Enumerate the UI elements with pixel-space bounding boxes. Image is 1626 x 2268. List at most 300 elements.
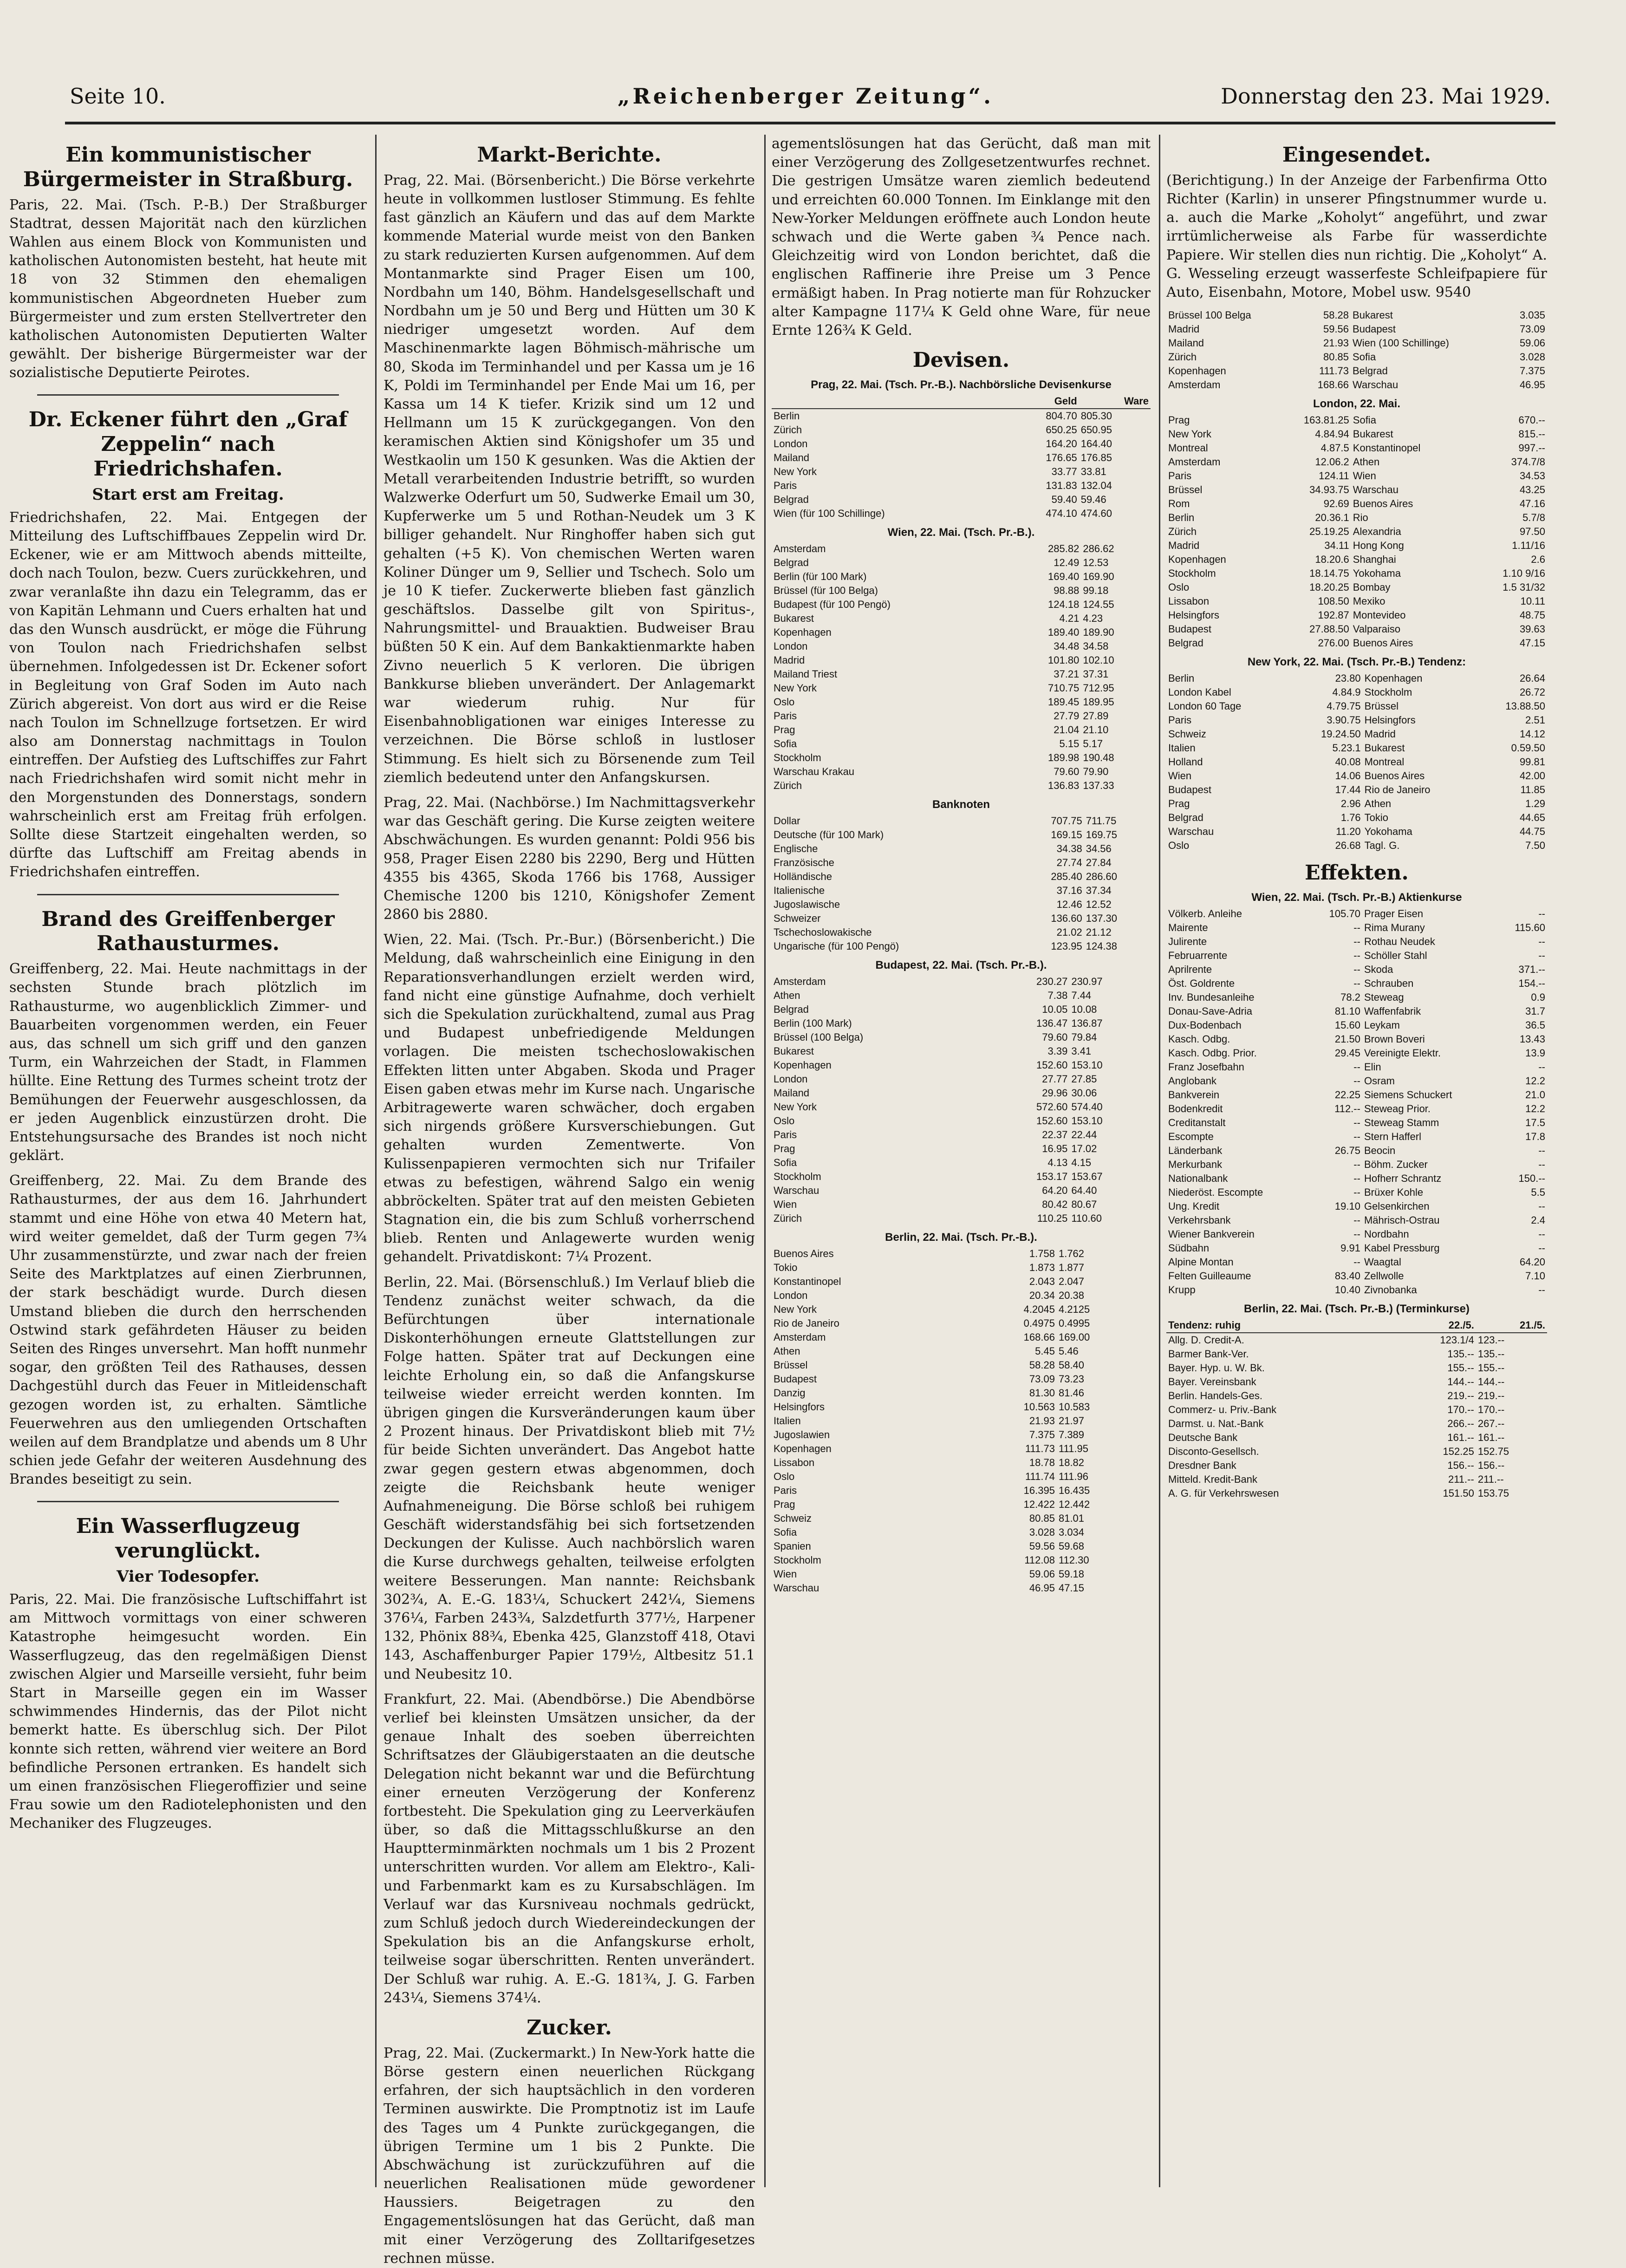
table-cell: 3.41 [1071, 1045, 1092, 1057]
table-cell: Kabel Pressburg [1364, 1242, 1440, 1254]
table-cell: Waagtal [1364, 1256, 1401, 1268]
table-row [772, 1184, 1151, 1198]
table-cell: 230.97 [1071, 975, 1103, 987]
table-cell: 27.88.50 [1309, 623, 1349, 635]
table-cell: 4.84.94 [1315, 428, 1349, 440]
table-cell: Tagl. G. [1364, 840, 1400, 852]
table-cell: 34.38 [1056, 842, 1082, 854]
table-row [772, 598, 1151, 612]
table-cell: 164.40 [1080, 437, 1112, 450]
table-cell: 136.87 [1071, 1017, 1103, 1029]
table-cell: 79.60 [1054, 765, 1080, 777]
table-row [1166, 469, 1547, 483]
table-cell: 79.90 [1083, 765, 1109, 777]
table-cell: 10.583 [1058, 1401, 1090, 1413]
table-cell: 285.82 [1048, 542, 1080, 554]
table-cell: 10.40 [1334, 1284, 1360, 1296]
table-cell: 15.60 [1334, 1019, 1360, 1031]
table-cell: 711.75 [1086, 815, 1117, 827]
table-row [1166, 907, 1547, 921]
table-cell: Stockholm [1168, 567, 1216, 580]
table-cell: London [774, 1289, 808, 1301]
table-cell: 170.-- [1477, 1403, 1505, 1415]
table-cell: Darmst. u. Nat.-Bank [1168, 1417, 1264, 1429]
article-body: Paris, 22. Mai. (Tsch. P.-B.) Der Straßburger Stadtrat, dessen Majorität nach den kürzlichen Wahlen aus einem Block von Kommunisten und katholischen Autonomisten besteht, hat heute mit 18 von 32 Stimmen den ehemaligen kommunistischen Abgeordneten Hueber zum Bürgermeister und zum ersten Stellvertreter den katholischen Autonomisten Deputierten Walter gewählt. Der bisherige Bürgermeister war der sozialistische Deputierte Peirotes. [9, 196, 367, 381]
table-cell: 286.62 [1083, 542, 1114, 554]
table-cell: 78.2 [1340, 991, 1360, 1003]
table-cell: Lissabon [774, 1456, 815, 1468]
table-row [1166, 991, 1547, 1004]
table-row [772, 1156, 1151, 1170]
table-row [772, 842, 1151, 856]
table-cell: Steweag Prior. [1364, 1102, 1431, 1114]
table-cell: Tschechoslowakische [774, 926, 872, 938]
table-row [772, 1289, 1151, 1303]
divider [37, 894, 339, 895]
table-row [772, 1400, 1151, 1414]
table-cell: Oslo [1168, 581, 1190, 593]
table-cell: 37.31 [1083, 668, 1109, 680]
table-cell: Französische [774, 856, 834, 868]
table-cell: -- [1353, 921, 1360, 933]
table-cell: 7.44 [1071, 989, 1092, 1001]
table-cell: -- [1353, 1256, 1360, 1268]
table-cell: 21.04 [1054, 723, 1080, 736]
table-cell: 18.82 [1058, 1456, 1085, 1468]
table-row [772, 409, 1151, 423]
table-cell: 81.10 [1334, 1005, 1360, 1017]
table-cell: 135.-- [1447, 1348, 1474, 1360]
table-cell: 99.18 [1083, 584, 1109, 596]
table-cell: 20.36.1 [1315, 512, 1349, 524]
table-cell: 0.4975 [1023, 1317, 1055, 1329]
table-cell: 98.88 [1054, 584, 1080, 596]
table-cell: 1.29 [1525, 798, 1545, 810]
table-cell: 79.60 [1042, 1031, 1068, 1043]
table-cell: New York [774, 682, 817, 694]
table-cell: Nordbahn [1364, 1228, 1409, 1240]
table-row [772, 737, 1151, 751]
table-cell: Yokohama [1364, 826, 1412, 838]
table-cell: Merkurbank [1168, 1158, 1223, 1170]
table-row [772, 709, 1151, 723]
table-cell: 192.87 [1318, 609, 1349, 621]
table-cell: 189.98 [1048, 751, 1080, 763]
table-cell: 20.38 [1058, 1289, 1085, 1301]
table-cell: Oslo [774, 1114, 795, 1127]
table-cell: 4.87.5 [1320, 442, 1349, 454]
table-cell: Steweag Stamm [1364, 1116, 1439, 1128]
table-row [772, 1247, 1151, 1261]
table-row [772, 1058, 1151, 1072]
newspaper-title: „Reichenberger Zeitung“. [618, 84, 994, 109]
table-cell: New York [774, 1303, 817, 1315]
table-cell: 42.00 [1519, 770, 1545, 782]
table-cell: 73.09 [1519, 323, 1545, 335]
table-cell: 3.035 [1519, 309, 1545, 321]
table-cell: 2.4 [1531, 1214, 1545, 1226]
rates-table-wien [772, 542, 1151, 793]
table-cell: Zürich [1168, 351, 1197, 363]
table-row [772, 1044, 1151, 1058]
table-cell: 64.20 [1519, 1256, 1545, 1268]
table-row [1166, 511, 1547, 525]
report-paragraph: Prag, 22. Mai. (Zuckermarkt.) In New-York hatte die Börse gestern einen neuerlichen Rückgang erfahren, der sich hauptsächlich in den vorderen Terminen auswirkte. Die Promptnotiz ist im Laufe des Tages um 4 Punkte zurückgegangen, die übrigen Termine um 1 bis 2 Punkte. Die Abschwächung ist zurückzuführen auf die neuerlichen Realisationen müde gewordener Haussiers. Beigetragen zu den Engagementslösungen hat das Gerücht, daß man mit einer Verzögerung des Zolltarifgesetzes rechnen müsse. [384, 2045, 755, 2267]
table-row [1166, 1375, 1547, 1389]
table-row [772, 912, 1151, 925]
table-cell: 21.10 [1083, 723, 1109, 736]
table-cell: 34.48 [1054, 640, 1080, 652]
table-row [772, 1553, 1151, 1567]
table-cell: 19.24.50 [1321, 728, 1361, 740]
table-cell: 21.12 [1086, 926, 1112, 938]
table-cell: London 60 Tage [1168, 700, 1242, 712]
table-cell: 105.70 [1329, 907, 1360, 919]
report-paragraph: Wien, 22. Mai. (Tsch. Pr.-Bur.) (Börsenbericht.) Die Meldung, daß wahrscheinlich eine Einigung in den Reparationsverhandlungen erzielt werden wird, fand nicht eine günstige Aufnahme, doch verhielt sich die Spekulation zurückhaltend, zumal aus Prag und Budapest unbefriedigende Meldungen vorlagen. Die meisten tschechoslowakischen Effekten litten unter Abgaben. Skoda und Prager Eisen gaben etwas mehr im Kurse nach. Ungarische Arbitragewerte waren schwächer, doch ergaben sich nirgends größere Kursverschiebungen. Gut gehalten wurden Zementwerte. Von Kulissenpapieren vermochten sich nur Trifailer etwas zu befestigen, während Salgo ein wenig abbröckelten. Später trat auf den meisten Gebieten Stagnation ein, die bis zum Schluß vorherrschend blieb. Renten und Anlagewerte wurden wenig gehandelt. Privatdiskont: 7¼ Prozent. [384, 932, 755, 1265]
table-cell: 169.75 [1086, 828, 1118, 841]
table-cell: 34.93.75 [1309, 484, 1349, 496]
table-row [1166, 1199, 1547, 1213]
table-row [772, 695, 1151, 709]
table-cell: Zellwolle [1364, 1270, 1404, 1282]
table-cell: -- [1538, 1228, 1545, 1240]
table-cell: 19.10 [1334, 1200, 1360, 1212]
table-cell: Budapest (für 100 Pengö) [774, 598, 891, 610]
report-paragraph: Prag, 22. Mai. (Börsenbericht.) Die Börse verkehrte heute in vollkommen lustloser Stimmung. Es fehlte fast gänzlich an Käufern und das auf dem Markte kommende Material wurde meist von den Banken zu stark reduzierten Kursen aufgenommen. Auf dem Montanmarkte sind Prager Eisen um 100, Nordbahn um 140, Böhm. Handelsgesellschaft und Nordbahn um je 50 und Berg und Hütten um 30 K niedriger umgesetzt worden. Auf dem Maschinenmarkte lagen Böhmisch-mährische um 80, Skoda im Terminhandel und per Kassa um je 16 K, Poldi im Terminhandel per Ende Mai um 16, per Kassa um 14 K tiefer. Krizik sind um 12 und Hellmann um 15 K zurückgegangen. Von den keramischen Aktien sind Königshofer um 35 und Westkaolin um 150 K gesunken. Was die Aktien der Metall verarbeitenden Industrie betrifft, so wurden Walzwerke Oderfurt um 50, Sudwerke Email um 30, Kupferwerke um 5 und Rothan-Neudek um 3 K billiger gehandelt. Nur Ringhoffer haben sich gut gehalten (+5 K). Von chemischen Werten waren Koliner Dünger um 9, Sellier und Tschech. Solo um je 10 K tiefer. Zuckerwerte blieben fast gänzlich geschäftslos. Dasselbe gilt von Spiritus-, Nahrungsmittel- und Brauaktien. Budweiser Brau büßten 50 K ein. Auf dem Bankaktienmarkte haben Zivno neuerlich 5 K verloren. Die übrigen Bankkurse blieben unverändert. Der Anlagemarkt war wiederum ruhig. Nur für Eisenbahnobligationen war einiges Interesse zu verzeichnen. Die Börse schloß in lustloser Stimmung. Es hielt sich zu Börsenende zum Teil ziemlich bedeutend unter den Anfangskursen. [384, 172, 755, 786]
column-divider [375, 135, 377, 2187]
table-cell: Bukarest [774, 1045, 814, 1057]
table-caption: Berlin, 22. Mai. (Tsch. Pr.-B.) (Terminkurse) [1244, 1302, 1470, 1315]
table-cell: 22.25 [1334, 1088, 1360, 1101]
table-cell: Amsterdam [774, 1331, 826, 1343]
table-cell: Brüssel 100 Belga [1168, 309, 1251, 321]
table-cell: -- [1538, 1284, 1545, 1296]
table-cell: 5.7/8 [1522, 512, 1545, 524]
page-number: Seite 10. [70, 84, 166, 109]
table-cell: 26.64 [1519, 672, 1545, 684]
table-cell: -- [1353, 1130, 1360, 1142]
table-cell: 17.02 [1071, 1142, 1097, 1154]
table-cell: Paris [774, 710, 797, 722]
table-cell: Brown Boveri [1364, 1033, 1425, 1045]
table-cell: Budapest [1353, 323, 1396, 335]
table-cell: Berlin (für 100 Mark) [774, 570, 867, 582]
table-cell: Budapest [1168, 784, 1211, 796]
table-cell: 110.25 [1037, 1212, 1068, 1224]
table-cell: 153.10 [1071, 1114, 1103, 1127]
table-cell: 18.78 [1029, 1456, 1055, 1468]
table-cell: Rio de Janeiro [1364, 784, 1431, 796]
table-cell: Prag [774, 1498, 795, 1510]
table-cell: Amsterdam [1168, 456, 1221, 468]
table-cell: Februarrente [1168, 949, 1228, 961]
table-cell: Aprilrente [1168, 963, 1212, 975]
table-row [1166, 741, 1547, 755]
table-cell: -- [1538, 1144, 1545, 1156]
table-cell: 710.75 [1048, 682, 1080, 694]
table-row [1166, 811, 1547, 825]
table-cell: 650.95 [1080, 424, 1112, 436]
table-cell: 152.75 [1477, 1445, 1509, 1457]
table-row [1166, 525, 1547, 539]
table-cell: London [774, 640, 808, 652]
table-cell: Bukarest [1353, 309, 1393, 321]
table-row [772, 542, 1151, 556]
table-cell: 25.19.25 [1309, 526, 1349, 538]
table-cell: 80.85 [1029, 1512, 1055, 1524]
table-cell: 5.17 [1083, 737, 1103, 749]
table-row [772, 626, 1151, 639]
table-cell: Ungarische (für 100 Pengö) [774, 940, 899, 952]
table-cell: 39.63 [1519, 623, 1545, 635]
table-cell: Brüssel (für 100 Belga) [774, 584, 878, 596]
table-caption: London, 22. Mai. [1313, 398, 1400, 411]
table-cell: 161.-- [1477, 1431, 1505, 1443]
table-cell: Mitteld. Kredit-Bank [1168, 1473, 1257, 1485]
table-cell: Mailand [774, 1087, 810, 1099]
table-cell: Zürich [774, 1212, 802, 1224]
table-cell: 37.21 [1054, 668, 1080, 680]
table-row [1166, 1074, 1547, 1088]
table-row [1166, 1102, 1547, 1116]
table-cell: -- [1538, 935, 1545, 947]
table-row [1166, 1130, 1547, 1144]
table-cell: 9.91 [1340, 1242, 1360, 1254]
table-row [1166, 797, 1547, 811]
report-paragraph: Frankfurt, 22. Mai. (Abendbörse.) Die Abendbörse verlief bei kleinsten Umsätzen unsicher, da der genaue Inhalt des soeben überreichten Schriftsatzes der Gläubigerstaaten an die deutsche Delegation nicht bekannt war und die Befürchtung einer erneuten Verzögerung der Konferenz fortbesteht. Die Spekulation ging zu Leerverkäufen über, so daß die Mittagsschlußkurse an den Hauptterminmärkten nochmals um 1 bis 2 Prozent unterschritten wurden. Vor allem am Elektro-, Kali- und Farbenmarkt kam es zu Kursabschlägen. Im Verlauf war das Kursniveau nochmals gedrückt, zum Schluß jedoch durch Wiedereindeckungen der Spekulation bis an die Anfangskurse erholt, teilweise sogar überschritten. Renten unverändert. Der Schluß war ruhig. A. E.-G. 181¾, J. G. Farben 243¼, Siemens 374¼. [384, 1691, 755, 2006]
table-row [772, 1003, 1151, 1017]
table-cell: 144.-- [1477, 1375, 1505, 1388]
table-row [772, 479, 1151, 493]
section-title: Devisen. [912, 348, 1010, 372]
table-cell: 163.81.25 [1303, 414, 1349, 426]
table-cell: 34.56 [1086, 842, 1112, 854]
table-cell: 2.043 [1029, 1275, 1055, 1287]
table-row [772, 1212, 1151, 1225]
table-cell: Prager Eisen [1364, 907, 1424, 919]
table-cell: Berlin [1168, 512, 1195, 524]
table-cell: 26.72 [1519, 686, 1545, 698]
table-row [772, 1086, 1151, 1100]
table-cell: 169.90 [1083, 570, 1114, 582]
table-cell: Schrauben [1364, 977, 1414, 989]
table-cell: Öst. Goldrente [1168, 977, 1235, 989]
table-cell: 115.60 [1515, 921, 1545, 933]
table-row [1166, 1389, 1547, 1403]
table-cell: Mährisch-Ostrau [1364, 1214, 1440, 1226]
rates-table-prag [772, 394, 1151, 521]
table-cell: Sofia [1353, 351, 1376, 363]
table-cell: Belgrad [774, 1003, 809, 1015]
table-cell: 136.47 [1036, 1017, 1068, 1029]
table-cell: Bombay [1353, 581, 1391, 593]
table-cell: -- [1538, 1242, 1545, 1254]
table-cell: Beocin [1364, 1144, 1396, 1156]
rates-table-zurich [1166, 308, 1547, 392]
table-cell: Stockholm [774, 1554, 821, 1566]
table-cell: 1.873 [1029, 1261, 1055, 1273]
table-cell: Jugoslawische [774, 898, 840, 910]
table-cell: 40.08 [1335, 756, 1361, 768]
table-caption: Wien, 22. Mai. (Tsch. Pr.-B.) Aktienkurse [1251, 891, 1462, 904]
table-row [1166, 755, 1547, 769]
table-row [772, 1128, 1151, 1142]
column-effekten [1166, 135, 1547, 2196]
table-row [772, 653, 1151, 667]
table-row [1166, 1347, 1547, 1361]
column-news [9, 135, 367, 2196]
table-cell: 3.034 [1058, 1526, 1085, 1538]
table-cell: Brüssel [1364, 700, 1399, 712]
table-cell: 474.60 [1080, 507, 1112, 519]
table-cell: 21.93 [1323, 337, 1349, 349]
table-row [772, 612, 1151, 626]
table-cell: 13.88.50 [1505, 700, 1545, 712]
table-cell: 102.10 [1083, 654, 1114, 666]
table-cell: 46.95 [1519, 379, 1545, 391]
table-row [772, 1017, 1151, 1030]
table-cell: Berlin [774, 410, 800, 422]
table-cell: 17.8 [1525, 1130, 1545, 1142]
table-cell: Franz Josefbahn [1168, 1061, 1244, 1073]
table-cell: 43.25 [1519, 484, 1545, 496]
table-row [772, 1470, 1151, 1484]
article-zeppelin [9, 408, 367, 881]
table-cell: Commerz- u. Priv.-Bank [1168, 1403, 1277, 1415]
table-cell: 80.67 [1071, 1198, 1097, 1210]
table-row [1166, 963, 1547, 977]
table-row [772, 1114, 1151, 1128]
table-cell: -- [1353, 1061, 1360, 1073]
table-cell: 5.46 [1058, 1345, 1079, 1357]
table-row [1166, 713, 1547, 727]
table-cell: 80.42 [1042, 1198, 1068, 1210]
table-cell: 4.2125 [1058, 1303, 1090, 1315]
table-row [772, 828, 1151, 842]
table-row [772, 1525, 1151, 1539]
table-cell: 5.15 [1059, 737, 1080, 749]
table-cell: Kopenhagen [774, 1059, 832, 1071]
table-row [1166, 441, 1547, 455]
table-cell: 18.20.6 [1315, 554, 1349, 566]
table-cell: Rio [1353, 512, 1368, 524]
table-cell: Prag [774, 1142, 795, 1154]
table-cell: 7.375 [1029, 1428, 1055, 1440]
table-cell: 7.389 [1058, 1428, 1085, 1440]
table-cell: 73.23 [1058, 1373, 1085, 1385]
table-row [772, 939, 1151, 953]
table-cell: Stockholm [774, 751, 821, 763]
masthead [70, 84, 1551, 116]
table-row [1166, 949, 1547, 963]
table-row [1166, 1459, 1547, 1473]
table-cell: 97.50 [1519, 526, 1545, 538]
table-cell: Madrid [774, 654, 805, 666]
table-cell: Brüxer Kohle [1364, 1186, 1424, 1198]
table-cell: Rio de Janeiro [774, 1317, 839, 1329]
table-cell: Holland [1168, 756, 1203, 768]
table-cell: Kopenhagen [774, 626, 832, 638]
headline: Dr. Eckener führt den „Graf Zeppelin“ nach Friedrichshafen. [28, 408, 348, 481]
table-cell: 17.44 [1335, 784, 1361, 796]
table-cell: 12.53 [1083, 556, 1109, 568]
table-row [1166, 1172, 1547, 1186]
table-row [772, 437, 1151, 451]
table-cell: Zürich [774, 424, 802, 436]
table-cell: Helsingfors [1168, 609, 1220, 621]
table-cell: 4.79.75 [1327, 700, 1361, 712]
table-row [772, 570, 1151, 584]
table-cell: Belgrad [1168, 812, 1203, 824]
table-cell: Prag [774, 723, 795, 736]
table-cell: 153.75 [1477, 1487, 1509, 1499]
table-cell: 16.435 [1058, 1484, 1090, 1496]
table-cell: Schöller Stahl [1364, 949, 1427, 961]
table-row [1166, 839, 1547, 853]
table-cell: 144.-- [1447, 1375, 1474, 1388]
table-cell: Zivnobanka [1364, 1284, 1417, 1296]
table-cell: 20.34 [1029, 1289, 1055, 1301]
table-cell: Buenos Aires [1364, 770, 1425, 782]
table-cell: Holländische [774, 870, 832, 882]
table-row [1166, 769, 1547, 783]
table-cell: Bukarest [1353, 428, 1393, 440]
table-cell: 156.-- [1447, 1459, 1474, 1471]
table-cell: New York [774, 1101, 817, 1113]
table-cell: Montreal [1364, 756, 1405, 768]
table-cell: 112.-- [1334, 1102, 1360, 1114]
table-cell: 176.65 [1046, 451, 1077, 463]
rates-table-banknoten [772, 814, 1151, 953]
table-cell: 267.-- [1477, 1417, 1505, 1429]
table-row [772, 1581, 1151, 1595]
table-cell: 16.95 [1042, 1142, 1068, 1154]
table-cell: Kopenhagen [1168, 554, 1226, 566]
table-row [772, 1512, 1151, 1525]
table-cell: Sofia [774, 737, 797, 749]
table-cell: 13.9 [1525, 1047, 1545, 1059]
table-cell: 189.95 [1083, 696, 1114, 708]
article-wasserflugzeug [9, 1514, 367, 1833]
table-cell: 164.20 [1046, 437, 1077, 450]
zucker-continuation: agementslösungen hat das Gerücht, daß man mit einer Verzögerung des Zollgesetzentwurfes rechnet. Die gestrigen Umsätze waren ziemlich bedeutend und erreichten 60.000 Tonnen. Im Einklange mit den New-Yorker Meldungen eröffnete auch London heute schwach und die Werte gaben ¾ Pence nach. Gleichzeitig wird von London berichtet, daß die englischen Raffinerie ihre Preise um 3 Pence ermäßigt haben. In Prag notierte man für Rohzucker alter Kampagne 117¼ K Geld ohne Ware, für neue Ernte 126¾ K Geld. [772, 136, 1151, 339]
table-cell: Wien [1353, 470, 1376, 482]
table-cell: 124.18 [1048, 598, 1080, 610]
stocks-table-berlin [1166, 1318, 1547, 1500]
table-cell: -- [1353, 963, 1360, 975]
table-cell: 21.93 [1029, 1414, 1055, 1427]
table-cell: Brüssel [774, 1359, 808, 1371]
table-cell: 1.11/16 [1512, 540, 1545, 552]
table-caption: Prag, 22. Mai. (Tsch. Pr.-B.). Nachbörsliche Devisenkurse [811, 378, 1112, 391]
table-cell: 80.85 [1323, 351, 1349, 363]
table-row [772, 1442, 1151, 1456]
table-cell: Athen [1353, 456, 1380, 468]
table-cell: 27.84 [1086, 856, 1112, 868]
table-cell: Jugoslawien [774, 1428, 830, 1440]
table-cell: New York [1168, 428, 1211, 440]
table-cell: Felten Guilleaume [1168, 1270, 1251, 1282]
table-cell: 10.563 [1023, 1401, 1055, 1413]
table-cell: 17.5 [1525, 1116, 1545, 1128]
table-cell: Amsterdam [1168, 379, 1221, 391]
table-row [1166, 1445, 1547, 1459]
table-cell: 155.-- [1477, 1362, 1505, 1374]
table-cell: Belgrad [1353, 365, 1388, 377]
table-cell: Dollar [774, 815, 800, 827]
table-row [1166, 699, 1547, 713]
table-cell: 31.7 [1525, 1005, 1545, 1017]
